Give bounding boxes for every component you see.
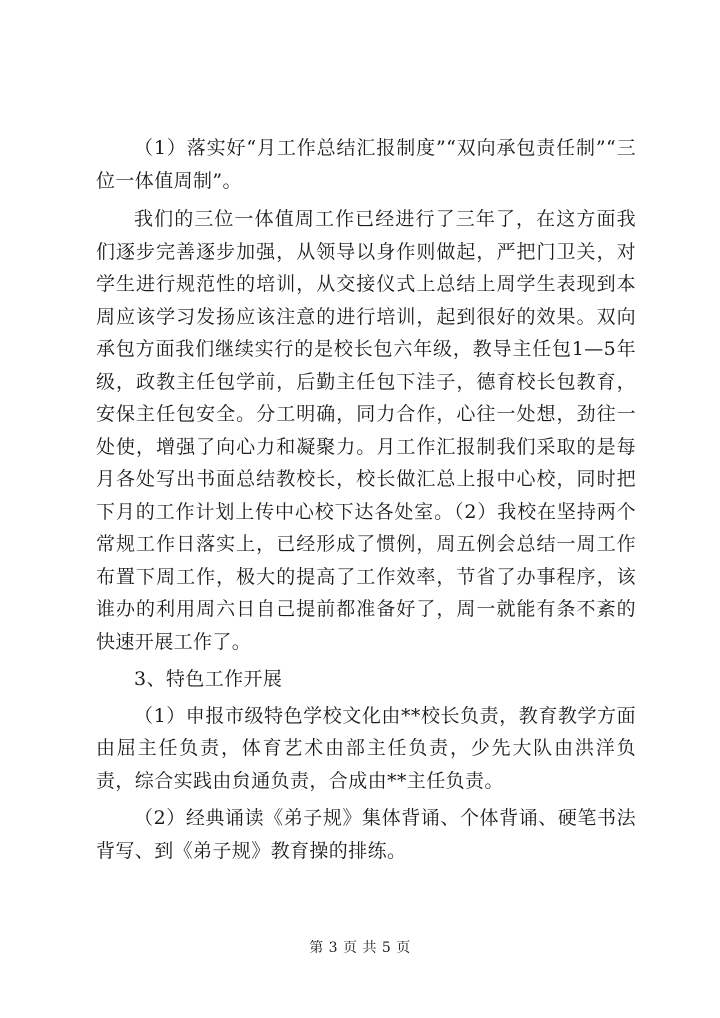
page-number-footer: 第 3 页 共 5 页 xyxy=(309,940,411,956)
paragraph-school-culture: （1）申报市级特色学校文化由**校长负责，教育教学方面由屈主任负责，体育艺术由部主任负责，少先大队由洪洋负责，综合实践由贠通负责，合成由**主任负责。 xyxy=(96,704,636,792)
document-body xyxy=(96,132,636,867)
section-heading-special-work: 3、特色工作开展 xyxy=(134,668,283,690)
paragraph-classic-reading: （2）经典诵读《弟子规》集体背诵、个体背诵、硬笔书法背写、到《弟子规》教育操的排练。 xyxy=(96,807,636,862)
paragraph-responsibility-system: （1）落实好“月工作总结汇报制度”“双向承包责任制”“三位一体值周制”。 xyxy=(96,137,636,192)
paragraph-weekly-duty-work: 我们的三位一体值周工作已经进行了三年了，在这方面我们逐步完善逐步加强，从领导以身作则做起，严把门卫关，对学生进行规范性的培训，从交接仪式上总结上周学生表现到本周应该学习发扬应该注意的进行培训，起到很好的效果。双向承包方面我们继续实行的是校长包六年级，教导主任包1—5年级，政教主任包学前，后勤主任包下洼子，德育校长包教育，安保主任包安全。分工明确，同力合作，心往一处想，劲往一处使，增强了向心力和凝聚力。月工作汇报制我们采取的是每月各处写出书面总结教校长，校长做汇总上报中心校，同时把下月的工作计划上传中心校下达各处室。（2）我校在坚持两个常规工作日落实上，已经形成了惯例，周五例会总结一周工作布置下周工作，极大的提高了工作效率，节省了办事程序，该谁办的利用周六日自己提前都准备好了，周一就能有条不紊的快速开展工作了。 xyxy=(96,208,636,653)
